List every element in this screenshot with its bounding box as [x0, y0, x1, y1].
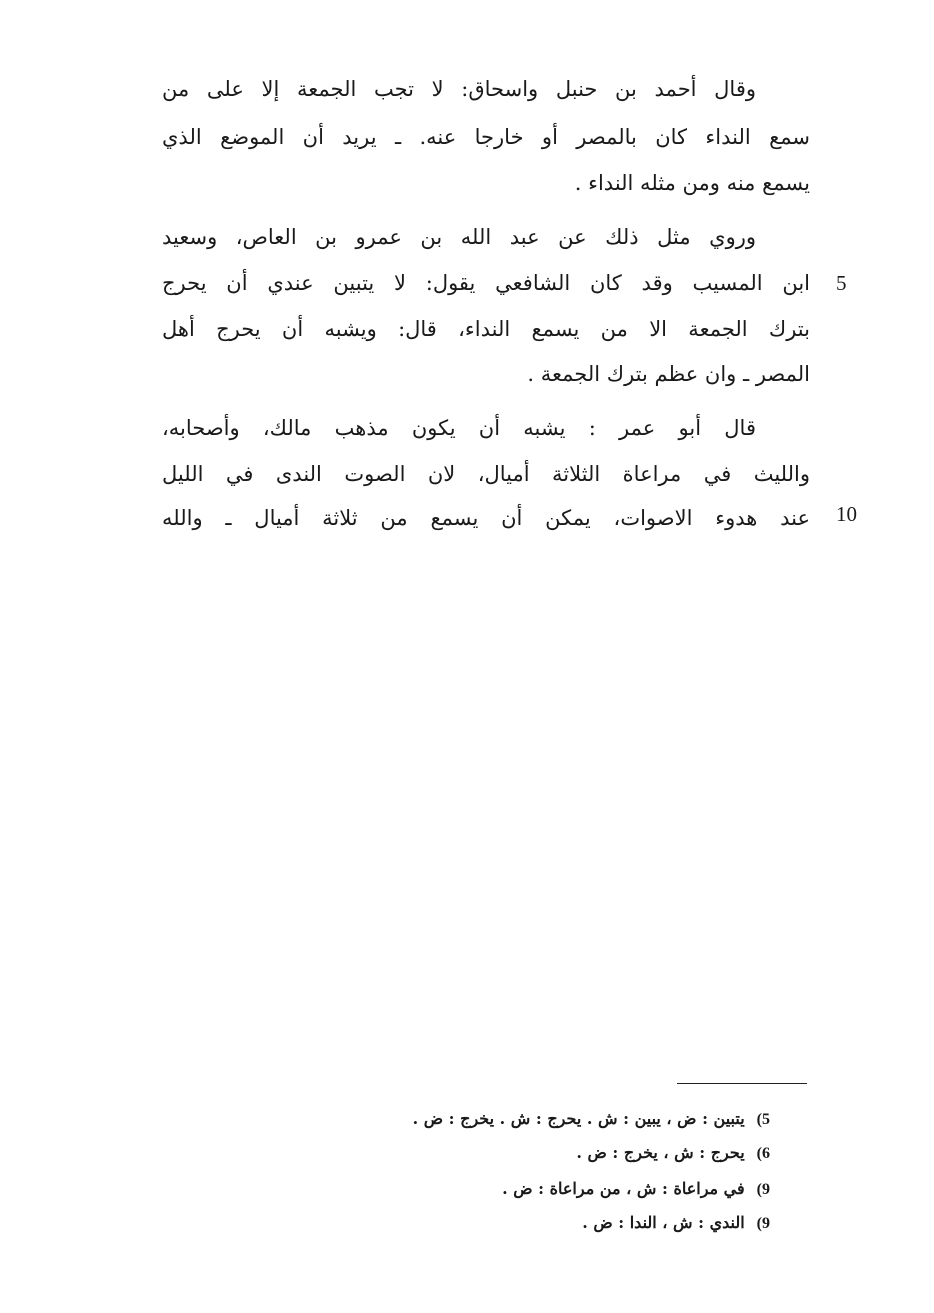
line-number-5: 5: [836, 271, 847, 295]
footnote-text: يحرج : ش ، يخرج : ض .: [576, 1143, 745, 1162]
text-line-2: سمع النداء كان بالمصر أو خارجا عنه. ـ يريد أن الموضع الذي: [162, 125, 810, 149]
footnote-text: في مراعاة : ش ، من مراعاة : ض .: [502, 1179, 745, 1198]
footnote-number: 9): [756, 1215, 770, 1232]
text-line-10: عند هدوء الاصوات، يمكن أن يسمع من ثلاثة أميال ـ والله: [162, 506, 810, 530]
footnote-divider: [677, 1083, 807, 1084]
text-line-1: وقال أحمد بن حنبل واسحاق: لا تجب الجمعة إلا على من: [162, 77, 756, 101]
footnote-3: [280, 1173, 770, 1205]
text-line-8: قال أبو عمر : يشبه أن يكون مذهب مالك، وأصحابه،: [162, 416, 756, 440]
text-line-7: المصر ـ وان عظم بترك الجمعة .: [527, 362, 810, 386]
footnote-text: يتبين : ض ، يبين : ش . يحرج : ش . يخرج : ض .: [412, 1109, 745, 1128]
footnote-1: [280, 1103, 770, 1135]
text-line-9: والليث في مراعاة الثلاثة أميال، لان الصوت الندى في الليل: [162, 462, 810, 486]
text-line-4: وروي مثل ذلك عن عبد الله بن عمرو بن العاص، وسعيد: [162, 225, 756, 249]
footnote-number: 9): [756, 1181, 770, 1198]
line-number-10: 10: [836, 502, 857, 526]
footnote-number: 6): [756, 1145, 770, 1162]
footnote-number: 5): [756, 1111, 770, 1128]
footnote-text: الندي : ش ، الندا : ض .: [582, 1213, 745, 1232]
text-line-6: بترك الجمعة الا من يسمع النداء، قال: ويشبه أن يحرج أهل: [162, 317, 810, 341]
text-line-3: يسمع منه ومن مثله النداء .: [574, 171, 810, 195]
footnote-4: [280, 1207, 770, 1239]
footnote-2: [280, 1137, 770, 1169]
text-line-5: ابن المسيب وقد كان الشافعي يقول: لا يتبين عندي أن يحرج: [162, 271, 810, 295]
